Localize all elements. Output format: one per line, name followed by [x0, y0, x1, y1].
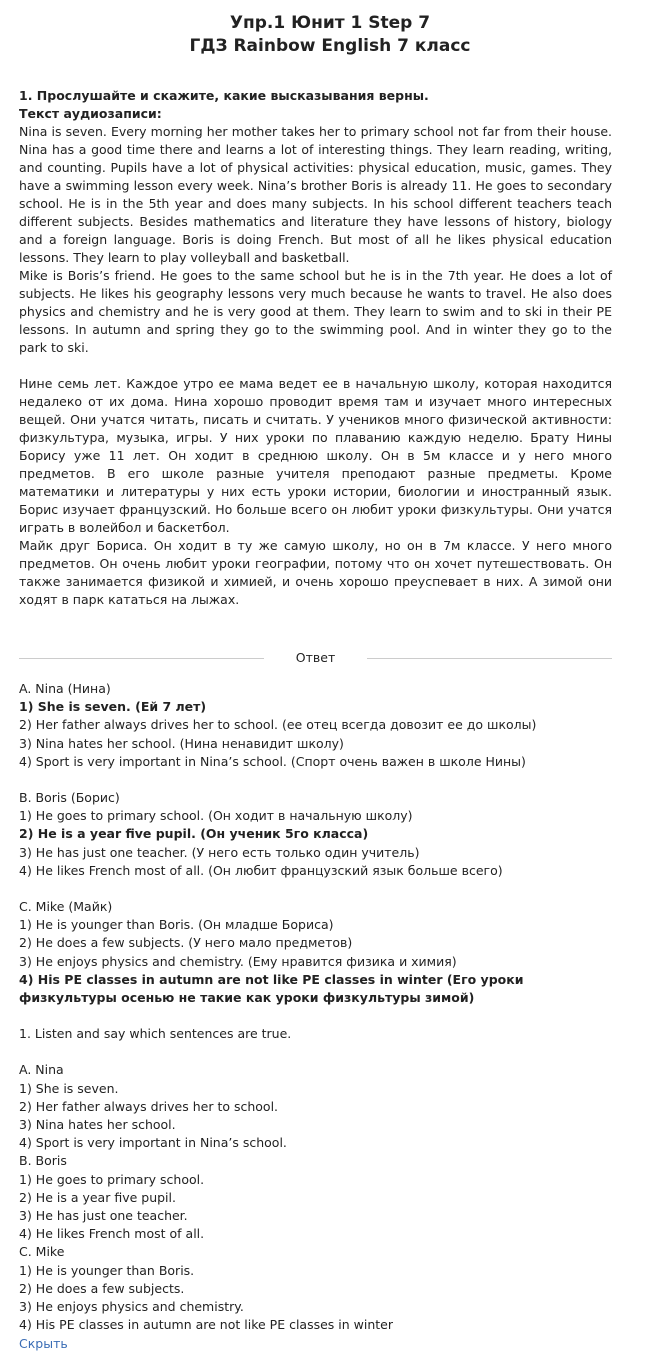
answer-item: 1) He is younger than Boris. (Он младше Бориса): [19, 917, 334, 933]
answer-item: 4) His PE classes in autumn are not like PE classes in winter (Его уроки физкультуры осенью не такие как уроки физкультуры зимой): [19, 971, 524, 1006]
list-item: 1) She is seven.: [19, 1080, 119, 1096]
english-paragraph-1: Nina is seven. Every morning her mother takes her to primary school not far from their house. Nina has a good time there and learns a lot of interesting things. They learn reading, writing, and counting. Pupils have a lot of physical activities: physical education, music, games. They have a swimming lesson every week. Nina’s brother Boris is already 11. He goes to secondary school. He is in the 5th year and does many subjects. In his school different teachers teach different subjects. Besides mathematics and literature they have lessons of history, biology and a foreign language. Boris is doing French. But most of all he likes physical education lessons. They learn to play volleyball and basketball.: [19, 124, 612, 265]
group-label-nina: A. Nina: [19, 1062, 64, 1078]
answer-item: 3) He enjoys physics and chemistry. (Ему нравится физика и химия): [19, 953, 457, 969]
list-item: 2) He does a few subjects.: [19, 1280, 185, 1296]
list-item: 3) Nina hates her school.: [19, 1117, 176, 1133]
hide-link[interactable]: Скрыть: [19, 1335, 68, 1351]
list-item: 4) He likes French most of all.: [19, 1226, 205, 1242]
page-title: [48, 12, 612, 58]
answer-item: 2) Her father always drives her to school. (ее отец всегда довозит ее до школы): [19, 717, 537, 733]
answer-item: 4) Sport is very important in Nina’s school. (Спорт очень важен в школе Нины): [19, 753, 526, 769]
divider-line-left: [19, 658, 264, 659]
english-task: [19, 1025, 612, 1352]
russian-paragraph-2: Майк друг Бориса. Он ходит в ту же самую школу, но он в 7м классе. У него много предметов. Он очень любит уроки географии, потому что он хочет путешествовать. Он также занимается физикой и химией, и очень хорошо преуспевает в них. А зимой они ходят в парк кататься на лыжах.: [19, 538, 612, 607]
title-line-2: ГДЗ Rainbow English 7 класс: [189, 36, 471, 56]
answer-item: 2) He is a year five pupil. (Он ученик 5го класса): [19, 826, 369, 842]
list-item: 4) Sport is very important in Nina’s school.: [19, 1135, 287, 1151]
exercise-heading: 1. Прослушайте и скажите, какие высказывания верны.: [19, 88, 429, 103]
english-paragraph-2: Mike is Boris’s friend. He goes to the same school but he is in the 7th year. He does a lot of subjects. He likes his geography lessons very much because he wants to travel. He also does physics and chemistry and he is very good at them. They learn to swim and to ski in their PE lessons. In autumn and spring they go to the swimming pool. And in winter they go to the park to ski.: [19, 268, 612, 355]
answers-ru: [19, 680, 612, 1025]
group-label-mike: C. Mike (Майк): [19, 899, 113, 915]
russian-paragraph-1: Нине семь лет. Каждое утро ее мама ведет ее в начальную школу, которая находится недалеко от их дома. Нина хорошо проводит время там и изучает много интересных вещей. Они учатся читать, писать и считать. У учеников много физической активности: физкультура, музыка, игры. У них уроки по плаванию каждую неделю. Брату Нины Борису уже 11 лет. Он ходит в среднюю школу. Он в 5м классе и у него много предметов. В его школе разные учителя преподают разные предметы. Кроме математики и литературы у них есть уроки истории, биологии и иностранный язык. Борис изучает французский. Но больше всего он любит уроки физкультуры. Они учатся играть в волейбол и баскетбол.: [19, 376, 612, 535]
answer-item: 1) She is seven. (Ей 7 лет): [19, 699, 207, 715]
answer-divider: [19, 646, 612, 670]
english-instruction: 1. Listen and say which sentences are true.: [19, 1026, 292, 1042]
group-label-nina: A. Nina (Нина): [19, 681, 111, 696]
answer-item: 1) He goes to primary school. (Он ходит в начальную школу): [19, 808, 413, 824]
divider-line-right: [367, 658, 612, 659]
answer-item: 3) Nina hates her school. (Нина ненавидит школу): [19, 735, 344, 751]
list-item: 2) He is a year five pupil.: [19, 1189, 176, 1205]
answer-item: 2) He does a few subjects. (У него мало предметов): [19, 935, 353, 951]
list-item: 4) His PE classes in autumn are not like PE classes in winter: [19, 1317, 393, 1333]
group-label-boris: B. Boris: [19, 1153, 67, 1169]
list-item: 1) He is younger than Boris.: [19, 1262, 195, 1278]
title-line-1: Упр.1 Юнит 1 Step 7: [229, 13, 431, 33]
list-item: 1) He goes to primary school.: [19, 1171, 205, 1187]
list-item: 2) Her father always drives her to school.: [19, 1098, 279, 1114]
audio-label: Текст аудиозаписи:: [19, 106, 162, 121]
list-item: 3) He has just one teacher.: [19, 1208, 188, 1224]
group-label-mike: C. Mike: [19, 1244, 65, 1260]
answer-item: 4) He likes French most of all. (Он любит французский язык больше всего): [19, 862, 503, 878]
list-item: 3) He enjoys physics and chemistry.: [19, 1299, 244, 1315]
group-label-boris: B. Boris (Борис): [19, 790, 120, 806]
answer-divider-label: Ответ: [295, 650, 336, 665]
answer-item: 3) He has just one teacher. (У него есть только один учитель): [19, 844, 420, 860]
